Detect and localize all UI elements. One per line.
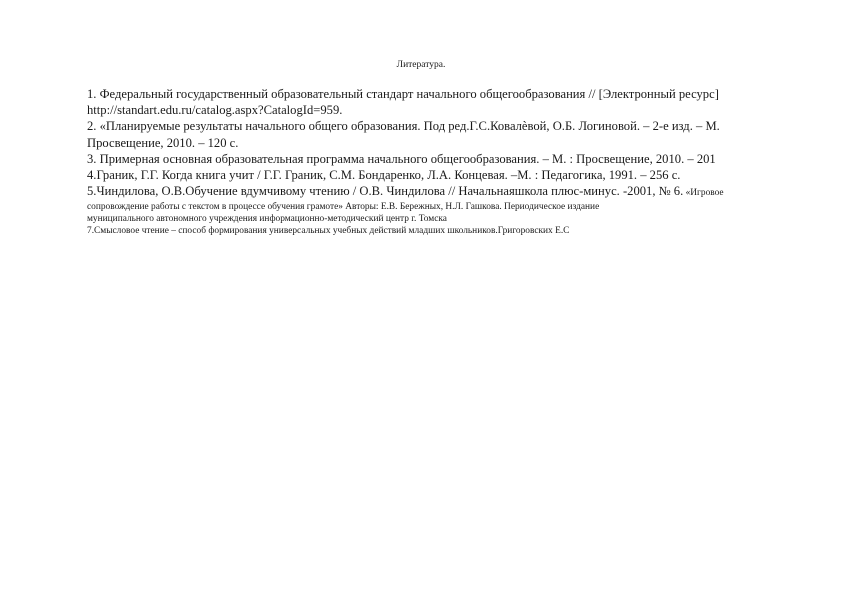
reference-item-7 <box>87 225 787 237</box>
reference-item-1 <box>87 86 787 118</box>
reference-list <box>87 86 787 237</box>
reference-item-4 <box>87 167 787 183</box>
reference-5-line-1-small: «Игровое <box>683 188 724 199</box>
reference-item-3 <box>87 151 787 167</box>
reference-2-line-2: Просвещение, 2010. – 120 с. <box>87 135 239 150</box>
reference-item-2 <box>87 118 787 150</box>
reference-5-line-1: 5.Чиндилова, О.В.Обучение вдумчивому чтению / О.В. Чиндилова // Начальнаяшкола плюс-минус. -2001, № 6. <box>87 184 684 199</box>
reference-1-url: http://standart.edu.ru/catalog.aspx?CatalogId=959. <box>87 103 343 118</box>
page-title: Литература. <box>396 60 446 70</box>
reference-4-line-1: 4.Граник, Г.Г. Когда книга учит / Г.Г. Граник, С.М. Бондаренко, Л.А. Концевая. –М. : Педагогика, 1991. – 256 с. <box>87 168 681 183</box>
reference-1-line-1: 1. Федеральный государственный образовательный стандарт начального общегообразования // [Электронный ресурс] <box>87 87 719 101</box>
reference-2-line-1: 2. «Планируемые результаты начального общего образования. Под ред.Г.С.Ковалѐвой, О.Б. Логиновой. – 2-е изд. – М. <box>87 119 720 134</box>
reference-5-line-2: сопровождение работы с текстом в процессе обучения грамоте» Авторы: Е.В. Бережных, Н.Л. Гашкова. Периодическое издание <box>87 202 600 213</box>
reference-3-line-1: 3. Примерная основная образовательная программа начального общегообразования. – М. : Просвещение, 2010. – 201 <box>87 151 716 166</box>
reference-item-5 <box>87 183 787 225</box>
reference-7-line-1: 7.Смысловое чтение – способ формирования универсальных учебных действий младших школьников.Григоровских Е.С <box>87 226 570 237</box>
reference-5-line-3: муниципального автономного учреждения информационно-методический центр г. Томска <box>87 214 447 225</box>
